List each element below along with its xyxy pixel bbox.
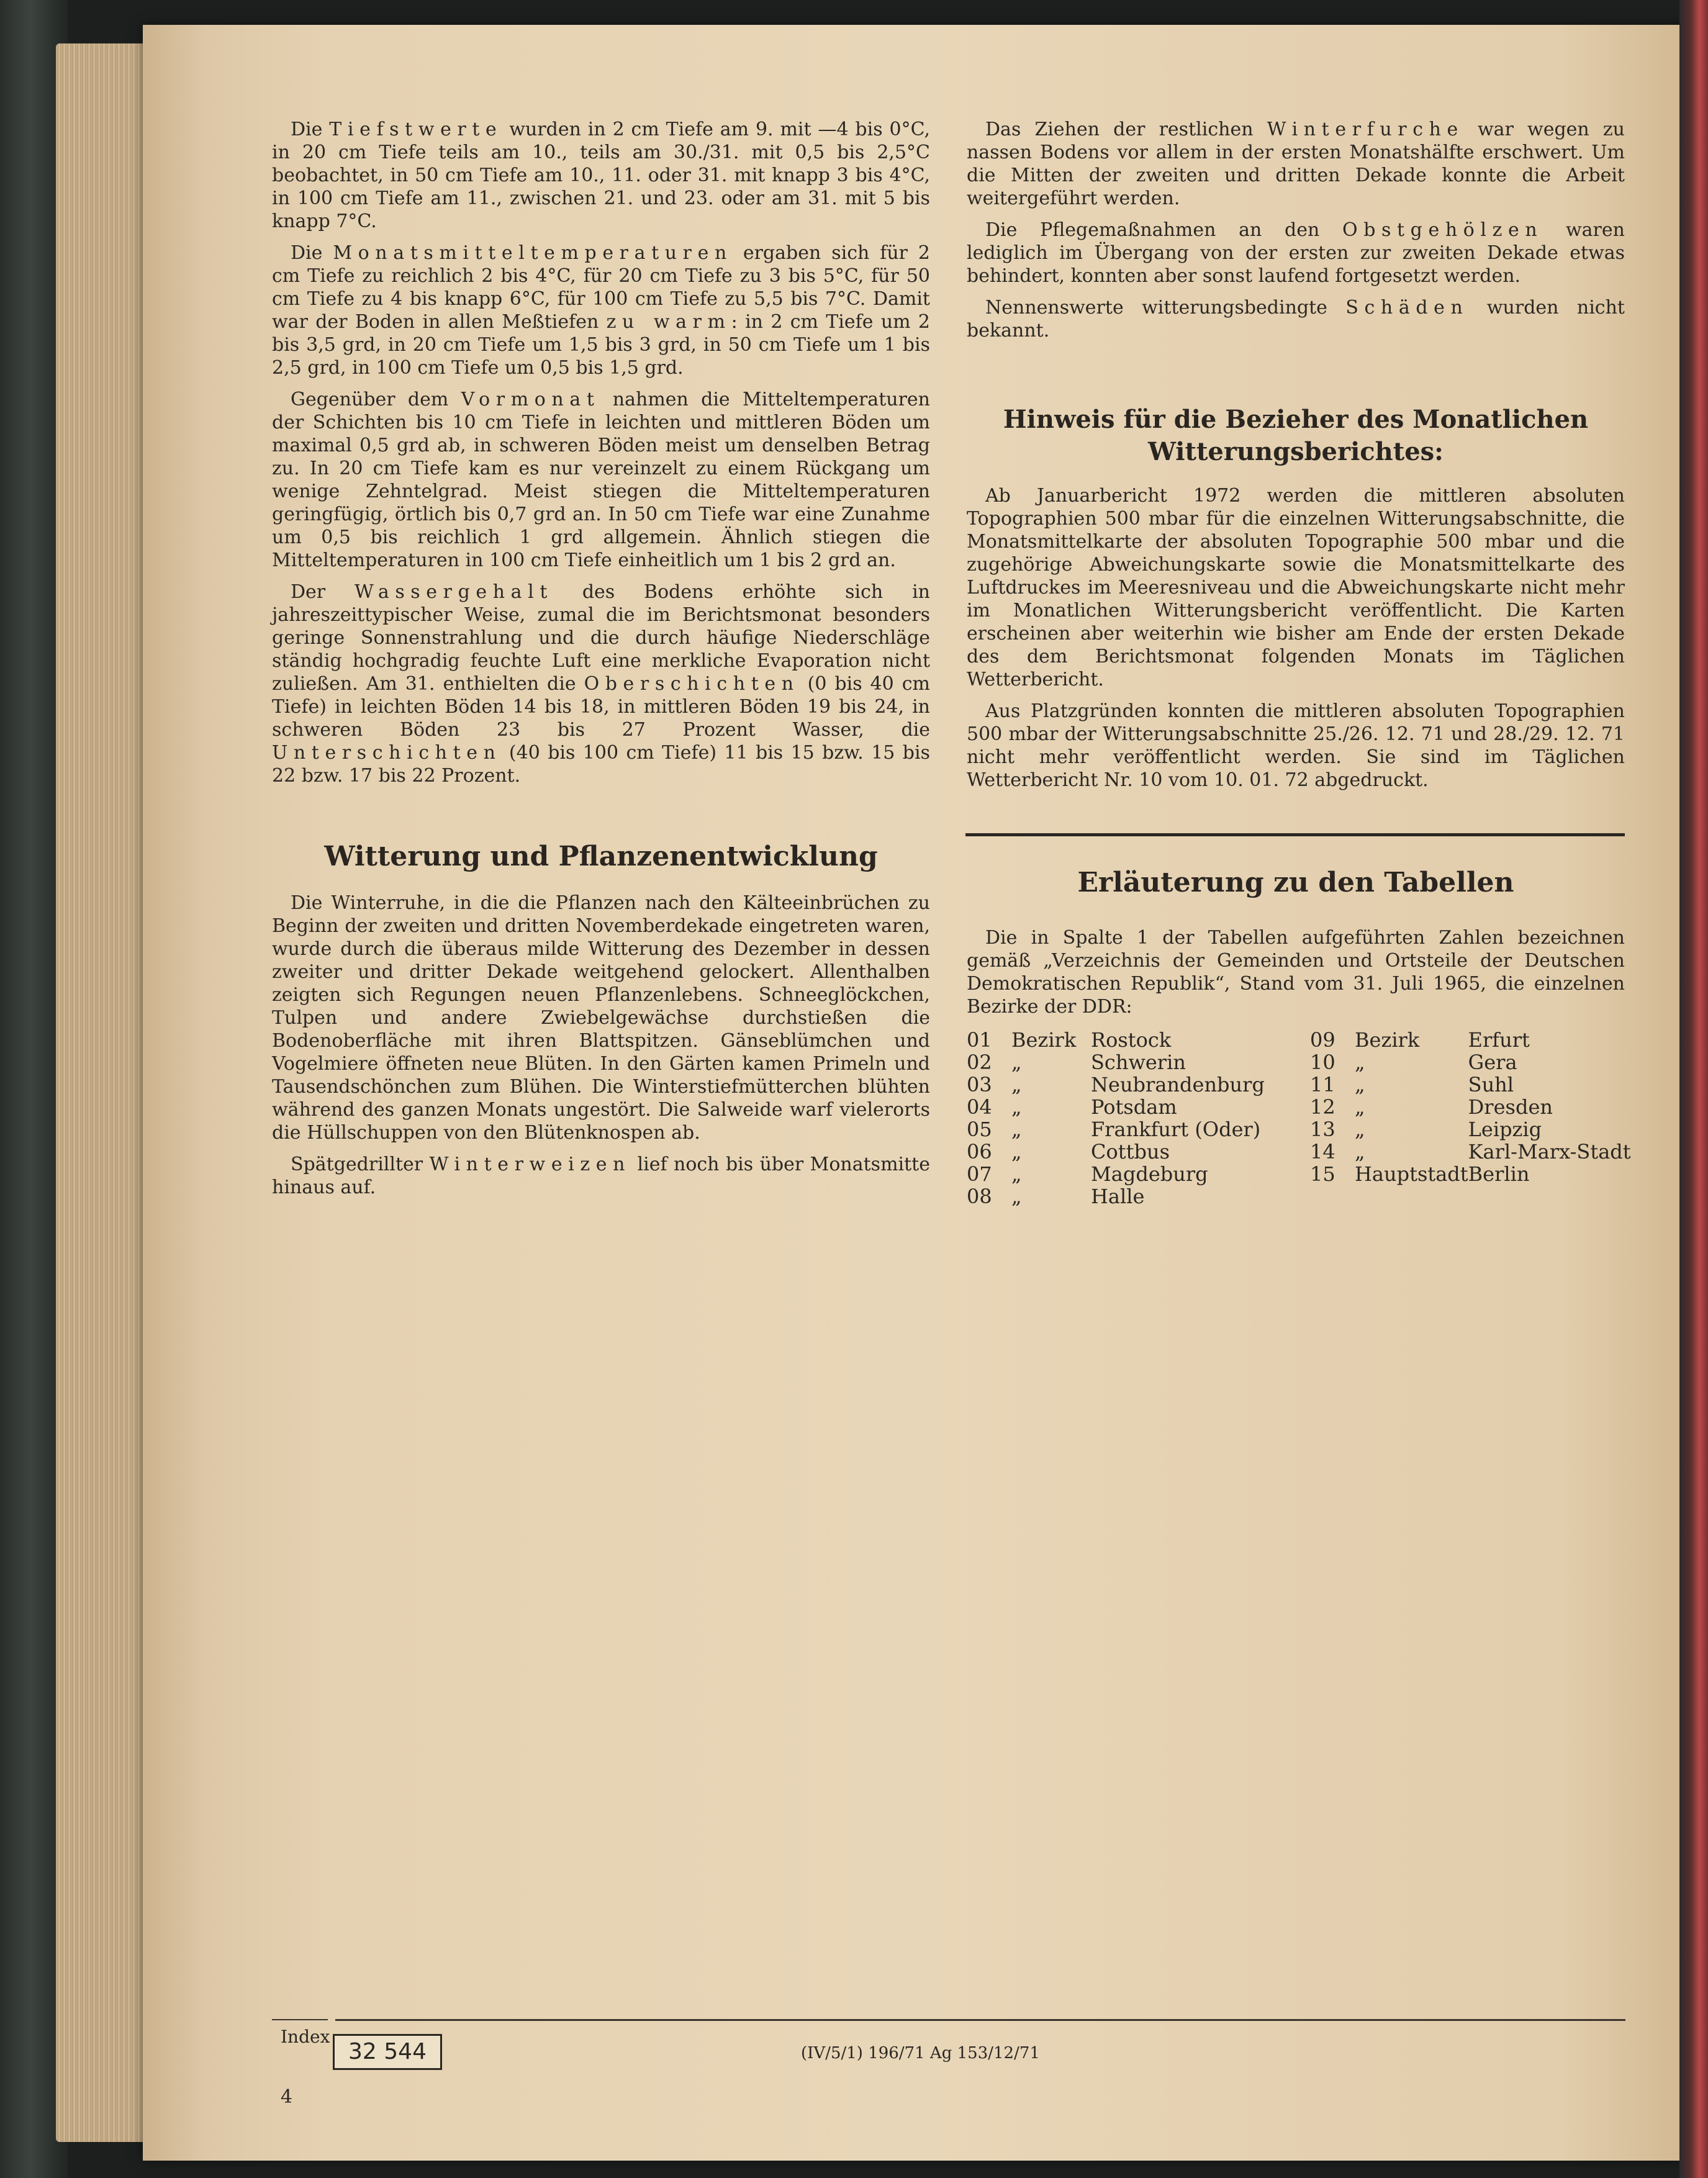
bezirk-number: 14 xyxy=(1310,1140,1335,1164)
left-column-lower xyxy=(272,892,930,1208)
bezirk-number: 05 xyxy=(967,1118,992,1141)
bezirk-row xyxy=(1310,1141,1631,1163)
paragraph-januarbericht: Ab Januarbericht 1972 werden die mittleren absoluten Topographien 500 mbar für die einzelnen Witterungsabschnitte, die Monatsmittelkarte der absoluten Topographie 500 mbar und die zugehörige Abweichungskarte sowie die Monatsmittelkarte des Luftdruckes im Meeresniveau und die Abweichungskarte nicht mehr im Monatlichen Witterungsbericht veröffentlicht. Die Karten erscheinen aber weiterhin wie bisher am Ende der ersten Dekade des dem Berichtsmonat folgenden Monats im Täglichen Wetterbericht. xyxy=(967,485,1625,690)
bezirk-row xyxy=(967,1073,1265,1096)
bezirk-row xyxy=(967,1096,1265,1118)
bezirk-row xyxy=(967,1141,1265,1163)
bezirk-number: 04 xyxy=(967,1095,992,1119)
bezirk-name: Karl-Marx-Stadt xyxy=(1468,1140,1631,1164)
bezirk-row xyxy=(967,1029,1265,1051)
paragraph-winterruhe: Die Winterruhe, in die die Pflanzen nach den Kälteeinbrüchen zu Beginn der zweiten und dritten Novemberdekade eingetreten waren, wurde durch die überaus milde Witterung des Dezember in dessen zweiter und dritter Dekade weitgehend gelockert. Allenthalben zeigten sich Regungen neuen Pflanzenlebens. Schneeglöckchen, Tulpen und andere Zwiebelgewächse durchstießen die Bodenoberfläche mit ihren Blattspitzen. Gänseblümchen und Vogelmiere öffneten neue Blüten. In den Gärten kamen Primeln und Tausendschönchen zum Blühen. Die Winterstiefmütterchen blühten während des ganzen Monats ungestört. Die Salweide warf vielerorts die Hüllschuppen von den Blütenknospen ab. xyxy=(272,892,930,1144)
bezirk-number: 13 xyxy=(1310,1118,1335,1141)
paragraph-wassergehalt: Der Wassergehalt des Bodens erhöhte sich in jahreszeittypischer Weise, zumal die im Berichtsmonat besonders geringe Sonnenstrahlung und die durch häufige Niederschläge ständig hochgradig feuchte Luft eine merkliche Evaporation nicht zuließen. Am 31. enthielten die Oberschichten (0 bis 40 cm Tiefe) in leichten Böden 14 bis 18, in mittleren Böden 19 bis 24, in schweren Böden 23 bis 27 Prozent Wasser, die Unterschichten (40 bis 100 cm Tiefe) 11 bis 15 bzw. 15 bis 22 bzw. 17 bis 22 Prozent. xyxy=(272,581,930,787)
bezirk-row xyxy=(1310,1029,1631,1051)
bezirk-number: 07 xyxy=(967,1162,992,1186)
bezirk-prefix: „ xyxy=(1355,1118,1365,1141)
bezirk-number: 02 xyxy=(967,1051,992,1074)
paragraph-spalte: Die in Spalte 1 der Tabellen aufgeführten Zahlen bezeichnen gemäß „Verzeichnis der Gemeinden und Ortsteile der Deutschen Demokratischen Republik“, Stand vom 31. Juli 1965, die einzelnen Bezirke der DDR: xyxy=(967,927,1625,1018)
paragraph-monatsmittel: Die Monatsmitteltemperaturen ergaben sich für 2 cm Tiefe zu reichlich 2 bis 4°C, für 20 cm Tiefe zu 3 bis 5°C, für 50 cm Tiefe zu 4 bis knapp 6°C, für 100 cm Tiefe zu 5,5 bis 7°C. Damit war der Boden in allen Meßtiefen zu warm: in 2 cm Tiefe um 2 bis 3,5 grd, in 20 cm Tiefe um 1,5 bis 3 grd, in 50 cm Tiefe um 1 bis 2,5 grd, in 100 cm Tiefe um 0,5 bis 1,5 grd. xyxy=(272,242,931,379)
bezirk-prefix: „ xyxy=(1011,1162,1022,1186)
bezirk-prefix: „ xyxy=(1355,1095,1365,1119)
bezirk-name: Leipzig xyxy=(1468,1118,1542,1141)
footer-rule xyxy=(335,2019,1625,2021)
bezirk-name: Gera xyxy=(1468,1051,1517,1074)
bezirk-number: 01 xyxy=(967,1028,992,1052)
bezirk-name: Frankfurt (Oder) xyxy=(1091,1118,1261,1141)
bezirk-name: Magdeburg xyxy=(1091,1162,1208,1186)
bezirk-row xyxy=(967,1051,1265,1073)
paragraph-vormonat: Gegenüber dem Vormonat nahmen die Mitteltemperaturen der Schichten bis 10 cm Tiefe in leichten und mittleren Böden um maximal 0,5 grd ab, in schweren Böden meist um denselben Betrag zu. In 20 cm Tiefe kam es nur vereinzelt zu einem Rückgang um wenige Zehntelgrad. Meist stiegen die Mitteltemperaturen geringfügig, örtlich bis 0,7 grd an. In 50 cm Tiefe war eine Zunahme um 0,5 bis reichlich 1 grd allgemein. Ähnlich stiegen die Mitteltemperaturen in 100 cm Tiefe einheitlich um 1 bis 2 grd an. xyxy=(272,389,930,571)
bezirk-number: 09 xyxy=(1310,1028,1335,1052)
bezirk-number: 15 xyxy=(1310,1162,1335,1186)
heading-witterung: Witterung und Pflanzenentwicklung xyxy=(324,841,878,872)
bezirk-number: 06 xyxy=(967,1140,992,1164)
bezirk-prefix: Bezirk xyxy=(1355,1028,1420,1052)
left-column xyxy=(272,118,930,796)
bezirk-prefix: „ xyxy=(1011,1185,1022,1208)
footer-rule-short xyxy=(272,2019,328,2020)
bezirk-row xyxy=(967,1185,1265,1208)
right-column xyxy=(967,118,1625,351)
bezirk-number: 12 xyxy=(1310,1095,1335,1119)
bezirk-row xyxy=(1310,1118,1631,1141)
bezirk-row xyxy=(1310,1096,1631,1118)
section-divider xyxy=(965,833,1625,836)
bezirk-name: Halle xyxy=(1091,1185,1145,1208)
bezirk-prefix: „ xyxy=(1011,1095,1022,1119)
bezirk-number: 08 xyxy=(967,1185,992,1208)
bezirk-name: Neubrandenburg xyxy=(1091,1073,1265,1096)
bezirk-row xyxy=(967,1118,1265,1141)
bezirk-name: Potsdam xyxy=(1091,1095,1177,1119)
heading-hinweis: Hinweis für die Bezieher des Monatlichen Witterungsberichtes: xyxy=(1003,405,1589,466)
bezirk-number: 11 xyxy=(1310,1073,1335,1096)
bezirk-row xyxy=(1310,1073,1631,1096)
bezirk-name: Suhl xyxy=(1468,1073,1514,1096)
bezirk-prefix: „ xyxy=(1011,1051,1022,1074)
bezirk-prefix: „ xyxy=(1355,1140,1365,1164)
bezirk-name: Schwerin xyxy=(1091,1051,1186,1074)
bezirk-prefix: „ xyxy=(1011,1073,1022,1096)
print-code: (IV/5/1) 196/71 Ag 153/12/71 xyxy=(801,2044,1040,2063)
bezirk-name: Cottbus xyxy=(1091,1140,1170,1164)
page-stack-edges xyxy=(56,43,155,2142)
index-number-box: 32 544 xyxy=(333,2034,442,2070)
bezirk-prefix: „ xyxy=(1355,1073,1365,1096)
index-label: Index xyxy=(281,2027,330,2047)
bezirk-prefix: „ xyxy=(1011,1140,1022,1164)
bezirk-prefix: Bezirk xyxy=(1011,1028,1077,1052)
bezirke-table-left xyxy=(967,1029,1265,1208)
right-column-erlaeuterung xyxy=(967,926,1625,1027)
bezirk-number: 10 xyxy=(1310,1051,1335,1074)
bezirk-prefix: Hauptstadt xyxy=(1355,1162,1468,1186)
paragraph-schaeden: Nennenswerte witterungsbedingte Schäden wurden nicht bekannt. xyxy=(967,297,1625,341)
bezirk-prefix: „ xyxy=(1011,1118,1022,1141)
right-column-hinweis xyxy=(967,484,1625,800)
paragraph-winterfurche: Das Ziehen der restlichen Winterfurche war wegen zu nassen Bodens vor allem in der ersten Monatshälfte erschwert. Um die Mitten der zweiten und dritten Dekade konnte die Arbeit weitergeführt werden. xyxy=(967,119,1625,209)
paragraph-tiefstwerte: Die Tiefstwerte wurden in 2 cm Tiefe am 9. mit —4 bis 0°C, in 20 cm Tiefe teils am 10., teils am 30./31. mit 0,5 bis 2,5°C beobachtet, in 50 cm Tiefe am 10., 11. oder 31. mit knapp 3 bis 4°C, in 100 cm Tiefe am 11., zwischen 21. und 23. oder am 31. mit 5 bis knapp 7°C. xyxy=(272,119,930,232)
bezirk-row xyxy=(1310,1051,1631,1073)
paragraph-obstgehoelze: Die Pflegemaßnahmen an den Obstgehölzen waren lediglich im Übergang von der ersten zur zweiten Dekade etwas behindert, konnten aber sonst laufend fortgesetzt werden. xyxy=(967,219,1625,287)
bezirke-table-right xyxy=(1310,1029,1631,1185)
bezirk-name: Rostock xyxy=(1091,1028,1172,1052)
bezirk-name: Berlin xyxy=(1468,1162,1530,1186)
page-number: 4 xyxy=(281,2086,293,2108)
bezirk-name: Dresden xyxy=(1468,1095,1553,1119)
paragraph-winterweizen: Spätgedrillter Winterweizen lief noch bis über Monatsmitte hinaus auf. xyxy=(272,1154,930,1198)
bezirk-name: Erfurt xyxy=(1468,1028,1530,1052)
bezirk-row xyxy=(1310,1163,1631,1185)
paragraph-platzgruende: Aus Platzgründen konnten die mittleren absoluten Topographien 500 mbar der Witterungsabschnitte 25./26. 12. 71 und 28./29. 12. 71 nicht mehr veröffentlicht werden. Sie sind im Täglichen Wetterbericht Nr. 10 vom 10. 01. 72 abgedruckt. xyxy=(967,700,1625,791)
heading-erlaeuterung: Erläuterung zu den Tabellen xyxy=(1077,867,1514,898)
bezirk-row xyxy=(967,1163,1265,1185)
bezirk-prefix: „ xyxy=(1355,1051,1365,1074)
bezirk-number: 03 xyxy=(967,1073,992,1096)
book-right-edge xyxy=(1679,0,1708,2178)
